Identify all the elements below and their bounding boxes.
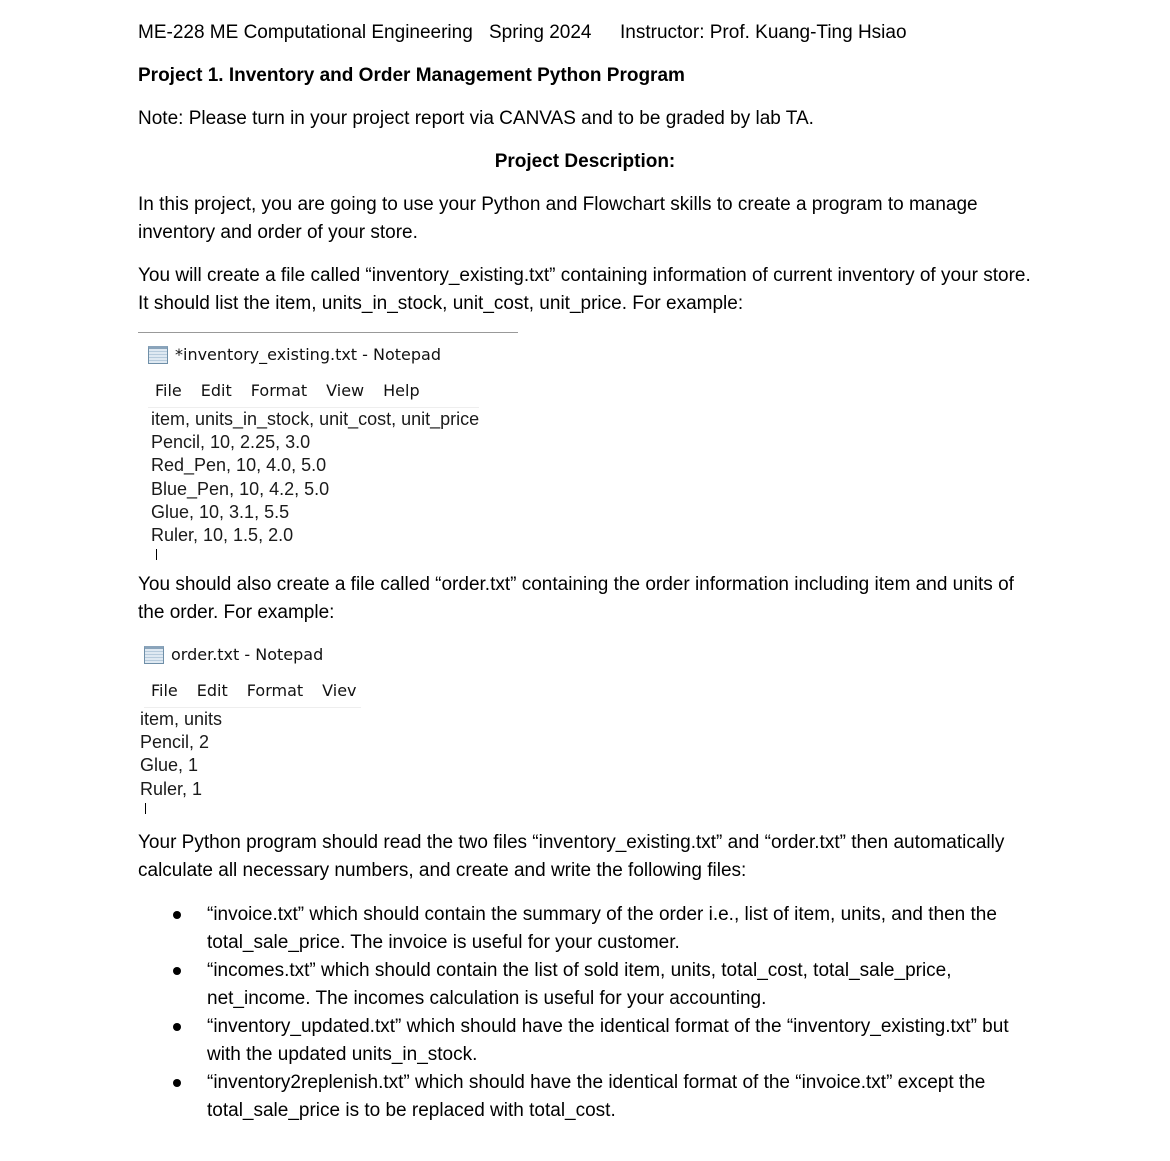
notepad-window-title: order.txt - Notepad: [171, 645, 324, 664]
description-heading: Project Description:: [494, 151, 676, 172]
text-caret: [156, 549, 157, 560]
bullet-icon: [173, 911, 181, 919]
order-file-paragraph: You should also create a file called “order.txt” containing the order information including item and units of the order. For example:: [138, 574, 1014, 623]
project-title: Project 1. Inventory and Order Management Python Program: [138, 65, 685, 86]
bullet-icon: [173, 1023, 181, 1031]
text-line: Pencil, 2: [140, 732, 210, 753]
menu-format: Format: [250, 381, 308, 400]
notepad-text-content: [148, 408, 479, 560]
menu-help: Help: [383, 381, 420, 400]
notepad-order-screenshot: [140, 642, 361, 814]
text-line: Ruler, 1: [140, 778, 203, 799]
notepad-menu-bar: [144, 677, 361, 708]
list-item: [138, 1069, 1038, 1125]
bullet-icon: [173, 967, 181, 975]
text-caret: [145, 803, 146, 814]
list-item: [138, 901, 1038, 957]
list-item-text: “inventory_updated.txt” which should have the identical format of the “inventory_existing.txt” but with the updated units_in_stock.: [207, 1016, 1009, 1065]
list-item-text: “inventory2replenish.txt” which should have the identical format of the “invoice.txt” except the total_sale_price is to be replaced with total_cost.: [207, 1072, 986, 1121]
notepad-window-title: *inventory_existing.txt - Notepad: [175, 345, 442, 364]
menu-file: File: [155, 381, 182, 400]
notepad-titlebar: [148, 342, 479, 368]
menu-view: Viev: [322, 681, 357, 700]
text-line: Glue, 1: [140, 755, 199, 776]
divider-line: [138, 332, 518, 333]
notepad-icon: [148, 346, 168, 364]
text-line: item, units: [140, 709, 223, 729]
menu-view: View: [326, 381, 365, 400]
inventory-file-paragraph: You will create a file called “inventory_existing.txt” containing information of current inventory of your store. It should list the item, units_in_stock, unit_cost, unit_price. For example:: [138, 265, 1031, 314]
menu-edit: Edit: [196, 681, 228, 700]
text-line: Ruler, 10, 1.5, 2.0: [151, 525, 294, 546]
course-title: ME-228 ME Computational Engineering: [138, 22, 473, 43]
output-files-list: [138, 901, 1038, 1125]
list-item: [138, 1013, 1038, 1069]
list-item-text: “invoice.txt” which should contain the summary of the order i.e., list of item, units, and then the total_sale_price. The invoice is useful for your customer.: [207, 904, 997, 953]
text-line: Red_Pen, 10, 4.0, 5.0: [151, 455, 327, 476]
menu-file: File: [151, 681, 178, 700]
notepad-menu-bar: [148, 377, 479, 408]
submission-note: Note: Please turn in your project report via CANVAS and to be graded by lab TA.: [138, 108, 814, 129]
instructor-name: Instructor: Prof. Kuang-Ting Hsiao: [620, 22, 907, 43]
list-item: [138, 957, 1038, 1013]
course-term: Spring 2024: [489, 22, 592, 43]
text-line: item, units_in_stock, unit_cost, unit_price: [151, 409, 480, 429]
notepad-inventory-screenshot: [148, 342, 479, 560]
notepad-icon: [144, 646, 164, 664]
text-line: Pencil, 10, 2.25, 3.0: [151, 432, 311, 453]
intro-paragraph: In this project, you are going to use your Python and Flowchart skills to create a program to manage inventory and order of your store.: [138, 194, 978, 243]
bullet-icon: [173, 1079, 181, 1087]
program-paragraph: Your Python program should read the two files “inventory_existing.txt” and “order.txt” then automatically calculate all necessary numbers, and create and write the following files:: [138, 832, 1005, 881]
text-line: Glue, 10, 3.1, 5.5: [151, 501, 290, 522]
list-item-text: “incomes.txt” which should contain the list of sold item, units, total_cost, total_sale_price, net_income. The incomes calculation is useful for your accounting.: [207, 960, 952, 1009]
notepad-text-content: [137, 708, 361, 814]
text-line: Blue_Pen, 10, 4.2, 5.0: [151, 478, 330, 499]
menu-edit: Edit: [200, 381, 232, 400]
menu-format: Format: [246, 681, 304, 700]
notepad-titlebar: [144, 642, 361, 668]
